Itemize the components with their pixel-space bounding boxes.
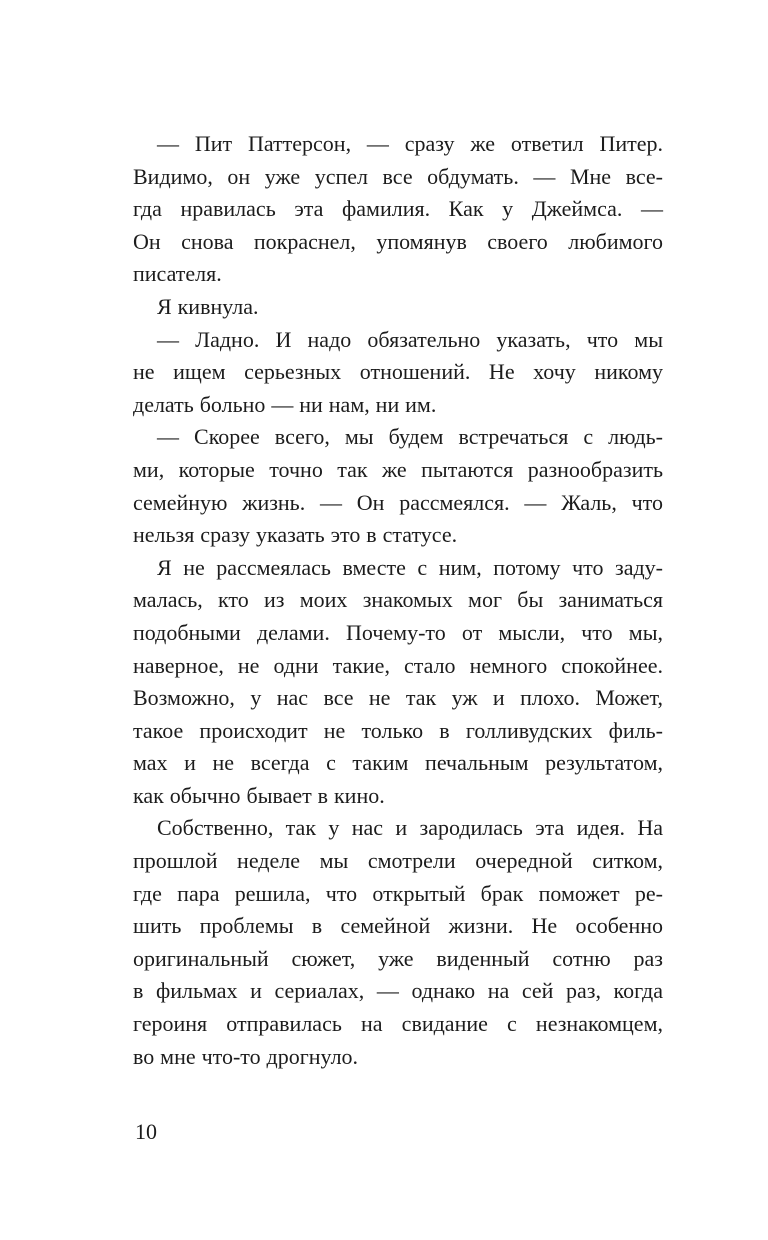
text-line: ми, которые точно так же пытаются разнообразить xyxy=(133,456,663,482)
text-line: гда нравилась эта фамилия. Как у Джеймса. — xyxy=(133,196,663,222)
text-line: Он снова покраснел, упомянув своего любимого xyxy=(133,228,663,254)
text-line: героиня отправилась на свидание с незнакомцем, xyxy=(133,1011,663,1037)
text-line: во мне что-то дрогнуло. xyxy=(133,1043,359,1069)
text-line: как обычно бывает в кино. xyxy=(133,782,385,808)
text-line: прошлой неделе мы смотрели очередной ситком, xyxy=(133,848,663,874)
text-line: где пара решила, что открытый брак поможет ре- xyxy=(133,880,663,906)
page-text-block xyxy=(133,128,663,1073)
text-line: шить проблемы в семейной жизни. Не особенно xyxy=(133,913,663,939)
text-line: делать больно — ни нам, ни им. xyxy=(133,391,437,417)
text-line: наверное, не одни такие, стало немного спокойнее. xyxy=(133,652,663,678)
text-line: мах и не всегда с таким печальным результатом, xyxy=(133,750,663,776)
text-line: оригинальный сюжет, уже виденный сотню раз xyxy=(133,945,663,971)
text-line: Видимо, он уже успел все обдумать. — Мне все- xyxy=(133,163,663,189)
text-line: Возможно, у нас все не так уж и плохо. Может, xyxy=(133,685,663,711)
text-line: — Скорее всего, мы будем встречаться с людь- xyxy=(157,424,663,450)
text-line: нельзя сразу указать это в статусе. xyxy=(133,522,458,548)
text-line: подобными делами. Почему-то от мысли, что мы, xyxy=(133,619,663,645)
text-line: Собственно, так у нас и зародилась эта идея. На xyxy=(157,815,663,841)
text-line: не ищем серьезных отношений. Не хочу никому xyxy=(133,359,663,385)
text-line: — Пит Паттерсон, — сразу же ответил Питер. xyxy=(157,131,663,156)
text-line: в фильмах и сериалах, — однако на сей раз, когда xyxy=(133,978,663,1004)
text-line: семейную жизнь. — Он рассмеялся. — Жаль, что xyxy=(133,489,663,515)
page-number: 10 xyxy=(135,1119,157,1144)
text-line: малась, кто из моих знакомых мог бы заниматься xyxy=(133,587,663,613)
text-line: такое происходит не только в голливудских филь- xyxy=(133,717,663,743)
text-line: писателя. xyxy=(133,261,222,287)
text-line: Я не рассмеялась вместе с ним, потому что заду- xyxy=(157,554,663,580)
text-line: Я кивнула. xyxy=(157,293,259,319)
text-line: — Ладно. И надо обязательно указать, что мы xyxy=(157,326,663,352)
